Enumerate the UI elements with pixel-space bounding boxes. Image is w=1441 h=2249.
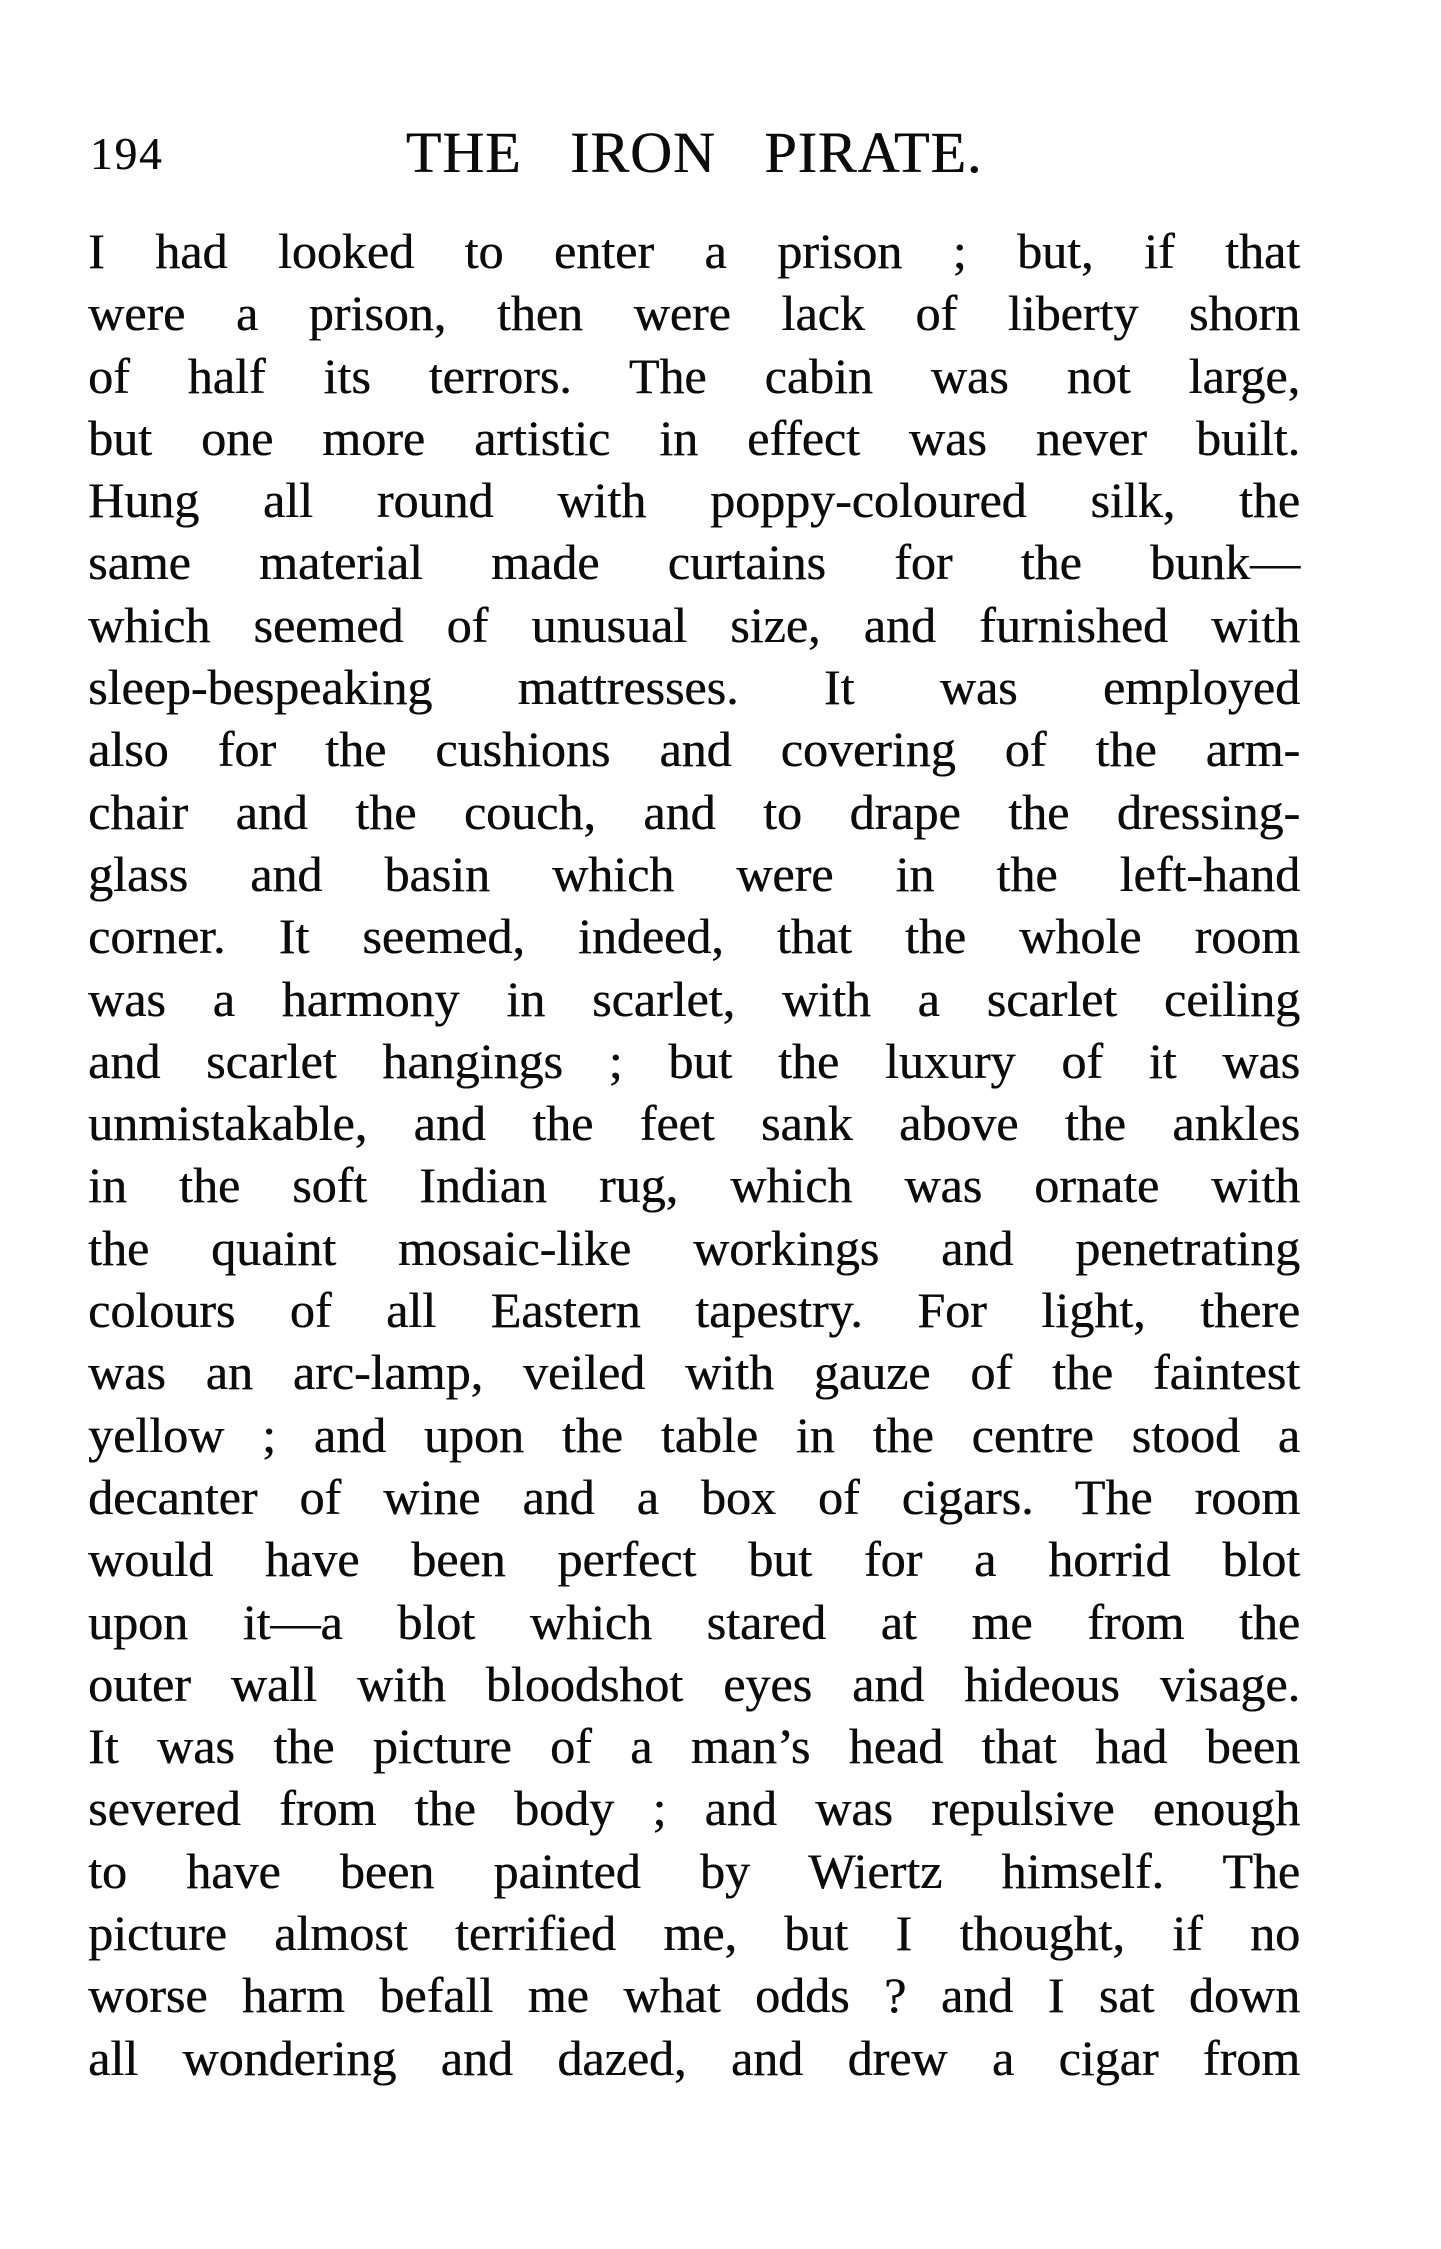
body-text-line: unmistakable, and the feet sank above the ankles [88,1095,1300,1152]
body-text-line: the quaint mosaic-like workings and penetrating [88,1219,1300,1276]
body-text-line: would have been perfect but for a horrid blot [88,1531,1300,1588]
body-text-line: all wondering and dazed, and drew a cigar from [88,2029,1300,2086]
body-text-line: also for the cushions and covering of the arm- [88,721,1300,778]
body-text-line: corner. It seemed, indeed, that the whole room [88,908,1300,965]
body-text-line: outer wall with bloodshot eyes and hideous visage. [88,1655,1300,1712]
body-text-line: of half its terrors. The cabin was not large, [88,347,1300,404]
body-text-line: decanter of wine and a box of cigars. The room [88,1468,1300,1525]
body-text-line: were a prison, then were lack of liberty shorn [88,285,1300,342]
body-text-line: sleep-bespeaking mattresses. It was employed [88,659,1300,716]
page-number: 194 [90,129,164,179]
body-text-line: but one more artistic in effect was never built. [88,409,1300,466]
body-text-line: Hung all round with poppy-coloured silk, the [88,472,1300,529]
body-text-line: colours of all Eastern tapestry. For light, there [88,1282,1300,1339]
page-body-text [88,220,1300,2089]
body-text-line: I had looked to enter a prison ; but, if that [88,223,1300,279]
body-text-line: to have been painted by Wiertz himself. The [88,1842,1300,1899]
body-text-line: yellow ; and upon the table in the centre stood a [88,1406,1300,1463]
running-title: THE IRON PIRATE. [405,120,983,185]
body-text-line: severed from the body ; and was repulsive enough [88,1780,1300,1837]
body-text-line: picture almost terrified me, but I thought, if no [88,1905,1300,1962]
page-header [88,120,1300,204]
body-text-line: and scarlet hangings ; but the luxury of it was [88,1032,1300,1089]
body-text-line: upon it—a blot which stared at me from the [88,1593,1300,1650]
body-text-line: worse harm befall me what odds ? and I sat down [88,1967,1300,2024]
body-text-line: was an arc-lamp, veiled with gauze of the faintest [88,1344,1300,1401]
body-text-line: which seemed of unusual size, and furnished with [88,596,1300,653]
body-text-line: glass and basin which were in the left-hand [88,845,1300,902]
body-text-line: was a harmony in scarlet, with a scarlet ceiling [88,970,1300,1027]
body-text-line: It was the picture of a man’s head that had been [88,1718,1300,1775]
body-text-line: in the soft Indian rug, which was ornate with [88,1157,1300,1214]
body-text-line: same material made curtains for the bunk— [88,534,1300,591]
body-text-line: chair and the couch, and to drape the dressing- [88,783,1300,840]
